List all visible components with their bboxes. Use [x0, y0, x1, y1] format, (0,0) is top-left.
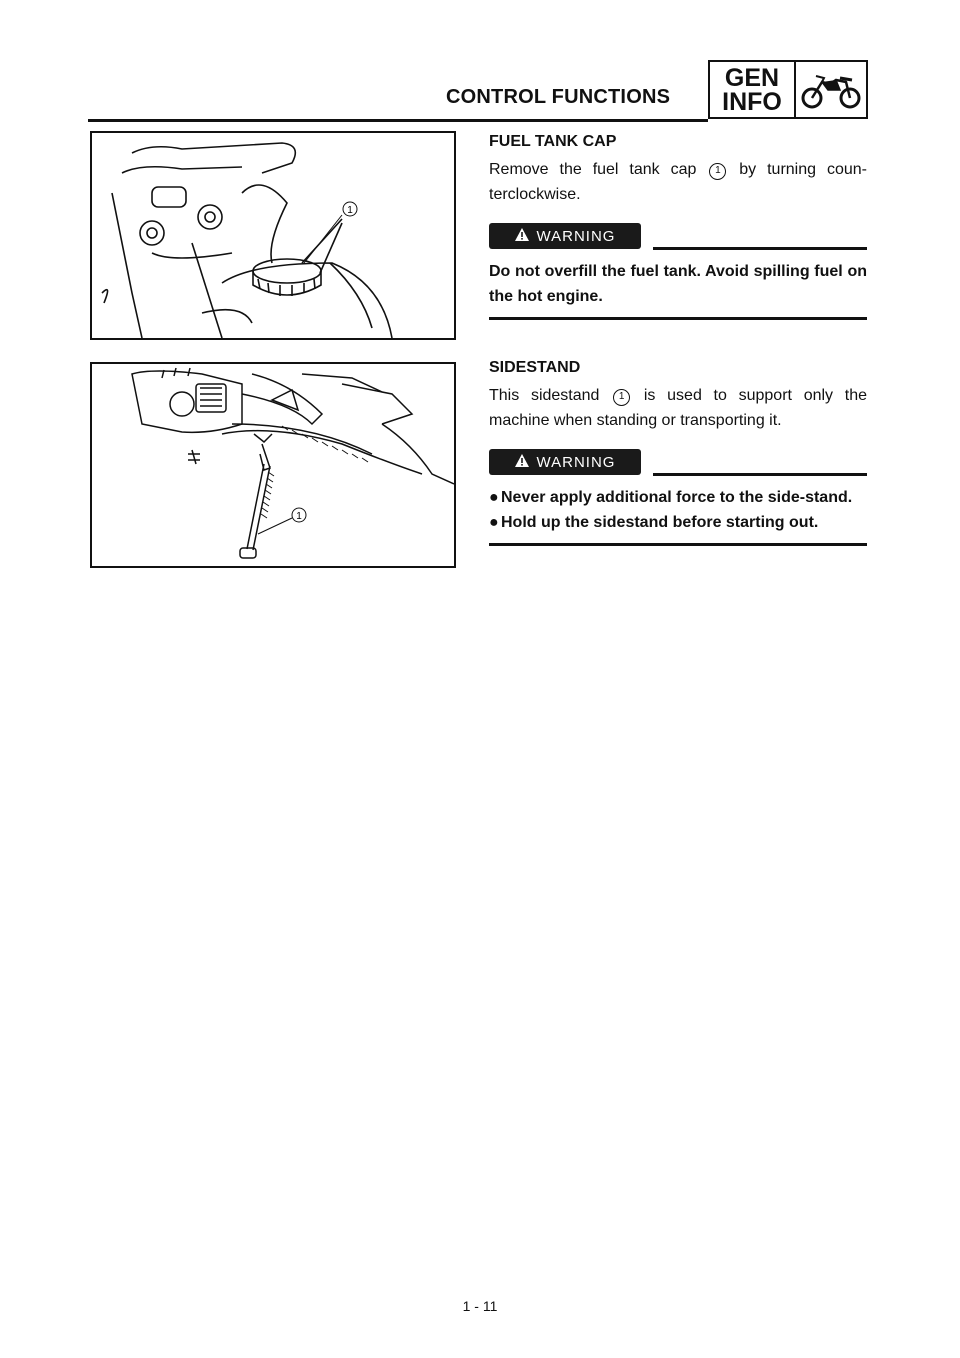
list-item	[489, 510, 867, 535]
section-title: FUEL TANK CAP	[489, 133, 617, 150]
body-text: is used to support only the machine when standing or transporting it.	[489, 387, 867, 429]
bullet-dot: ●	[489, 514, 499, 531]
warning-rule	[653, 473, 867, 476]
page-number: 1 - 11	[462, 1298, 498, 1314]
warning-list	[489, 485, 867, 546]
warning-header	[489, 449, 867, 479]
body-text: by turning coun-terclockwise.	[489, 161, 867, 203]
callout-marker: 1	[613, 389, 630, 406]
figure-callout-1: 1	[296, 511, 302, 522]
fuel-tank-cap-illustration	[90, 131, 456, 340]
body-text: Remove the fuel tank cap	[489, 161, 697, 178]
header-rule	[88, 119, 708, 122]
warning-rule	[653, 247, 867, 250]
warning-item-text: Hold up the sidestand before starting out.	[501, 514, 819, 531]
badge-line-2: INFO	[722, 87, 782, 116]
fuel-tank-cap-section	[489, 133, 867, 320]
warning-triangle-icon	[515, 454, 529, 471]
warning-label-text: WARNING	[536, 453, 616, 471]
figure-callout-1: 1	[347, 205, 353, 216]
section-title: SIDESTAND	[489, 359, 581, 376]
warning-label-text: WARNING	[536, 227, 616, 245]
warning-text: Do not overfill the fuel tank. Avoid spilling fuel on the hot engine.	[489, 259, 867, 320]
sidestand-section	[489, 359, 867, 546]
bullet-dot: ●	[489, 489, 499, 506]
list-item	[489, 485, 867, 510]
sidestand-illustration	[90, 362, 456, 568]
warning-triangle-icon	[515, 228, 529, 245]
badge-line-1: GEN	[724, 63, 780, 92]
warning-label	[489, 449, 641, 475]
body-text: This sidestand	[489, 387, 600, 404]
page-title: CONTROL FUNCTIONS	[446, 86, 671, 108]
section-body	[489, 383, 867, 433]
badge-label	[710, 62, 796, 117]
warning-header	[489, 223, 867, 253]
callout-marker: 1	[709, 163, 726, 180]
section-body	[489, 157, 867, 207]
section-badge	[708, 60, 868, 119]
motorcycle-icon	[796, 62, 866, 117]
warning-label	[489, 223, 641, 249]
warning-item-text: Never apply additional force to the side-stand.	[501, 489, 853, 506]
